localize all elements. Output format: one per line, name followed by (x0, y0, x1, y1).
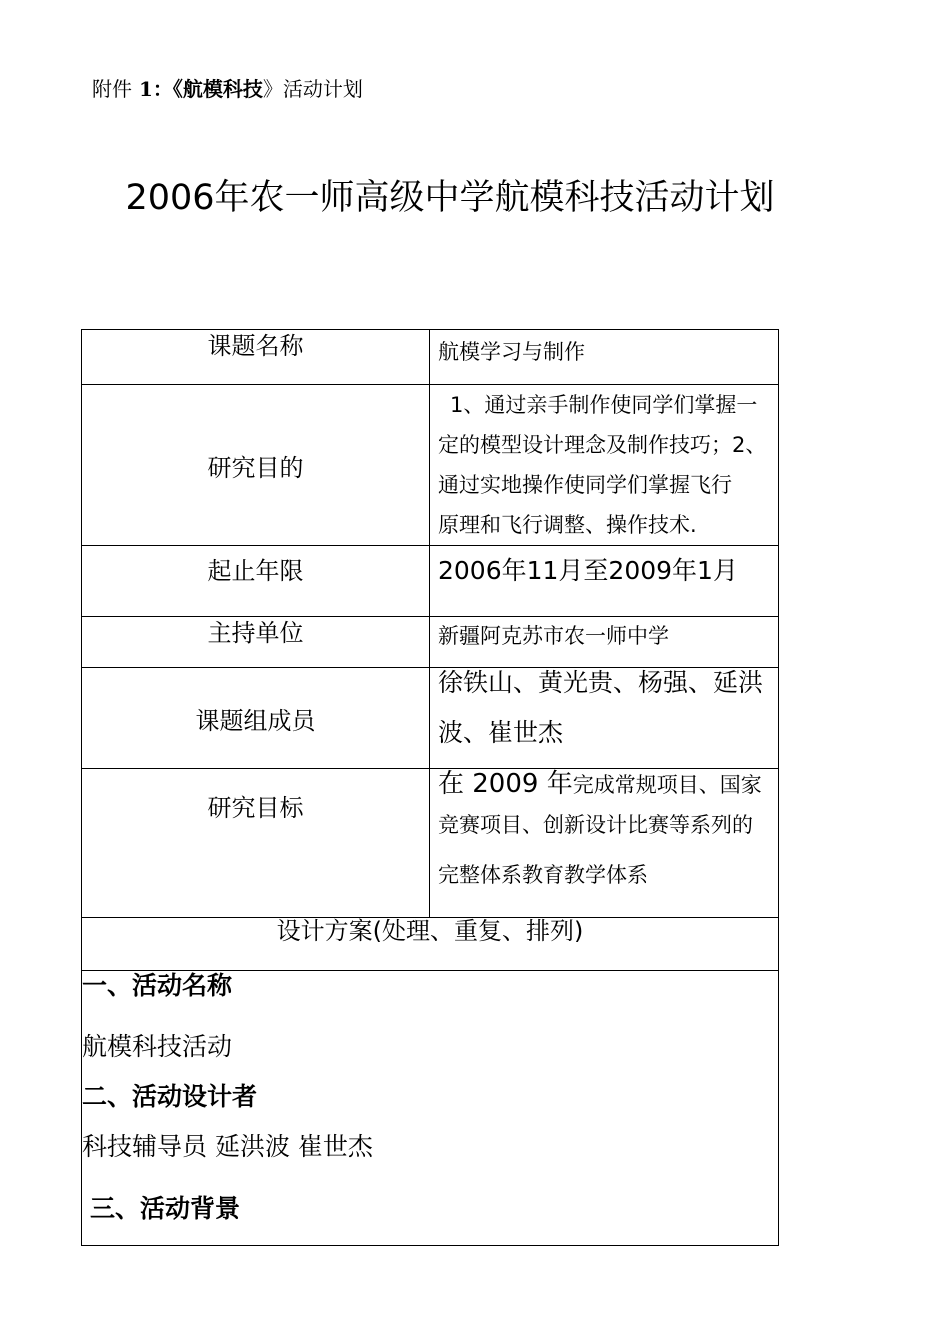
label-text: 课题名称 (207, 332, 304, 360)
goal-prefix: 在 2009 年 (438, 769, 573, 799)
attachment-line (92, 74, 363, 104)
document-title: 2006年农一师高级中学航模科技活动计划 (125, 178, 775, 218)
row-value (430, 546, 779, 617)
value-line: 徐铁山、黄光贵、杨强、延洪 (438, 668, 764, 697)
design-header (82, 918, 779, 971)
goal-text: 完成常规项目、国家 (572, 773, 762, 797)
attachment-prefix: 附件 (92, 77, 132, 101)
table-row (82, 769, 779, 918)
value-text: 航模学习与制作 (438, 340, 585, 364)
value-line: 完整体系教育教学体系 (438, 863, 648, 887)
attachment-suffix: 》活动计划 (262, 77, 363, 101)
section-heading: 三、活动背景 (90, 1194, 241, 1223)
table-row (82, 668, 779, 769)
label-text: 起止年限 (207, 557, 304, 585)
row-label (82, 546, 430, 617)
row-label (82, 617, 430, 668)
row-value (430, 668, 779, 769)
value-line: 竞赛项目、创新设计比赛等系列的 (438, 813, 753, 837)
row-label (82, 769, 430, 918)
row-label (82, 385, 430, 546)
attachment-name: 航模科技 (182, 77, 263, 101)
table-row (82, 918, 779, 971)
row-value (430, 769, 779, 918)
value-text: 2006年11月至2009年1月 (438, 556, 738, 585)
value-line (438, 769, 772, 800)
table-row (82, 546, 779, 617)
table-row (82, 385, 779, 546)
table-row (82, 971, 779, 1246)
attachment-number: 1 (132, 77, 153, 101)
table-row (82, 330, 779, 385)
value-line: 波、崔世杰 (438, 718, 564, 747)
row-value (430, 617, 779, 668)
row-value (430, 385, 779, 546)
row-value (430, 330, 779, 385)
table-row (82, 617, 779, 668)
plan-sections (82, 971, 779, 1246)
section-heading: 二、活动设计者 (82, 1082, 258, 1111)
label-text: 研究目标 (207, 794, 304, 822)
row-label (82, 330, 430, 385)
section-body: 航模科技活动 (82, 1032, 233, 1061)
label-text: 研究目的 (207, 453, 304, 482)
plan-table (81, 329, 779, 1246)
label-text: 课题组成员 (195, 706, 316, 735)
value-line: 通过实地操作使同学们掌握飞行 (438, 473, 732, 497)
row-label (82, 668, 430, 769)
value-text: 新疆阿克苏市农一师中学 (438, 624, 669, 648)
value-line: 定的模型设计理念及制作技巧；2、 (438, 433, 767, 457)
section-heading: 一、活动名称 (82, 971, 233, 1000)
attachment-colon: ：《 (152, 77, 183, 101)
section-body: 科技辅导员 延洪波 崔世杰 (82, 1132, 373, 1161)
label-text: 主持单位 (207, 619, 304, 647)
value-line: 原理和飞行调整、操作技术. (438, 513, 697, 537)
value-line: 1、通过亲手制作使同学们掌握一 (450, 393, 758, 417)
design-header-text: 设计方案(处理、重复、排列) (276, 917, 584, 945)
